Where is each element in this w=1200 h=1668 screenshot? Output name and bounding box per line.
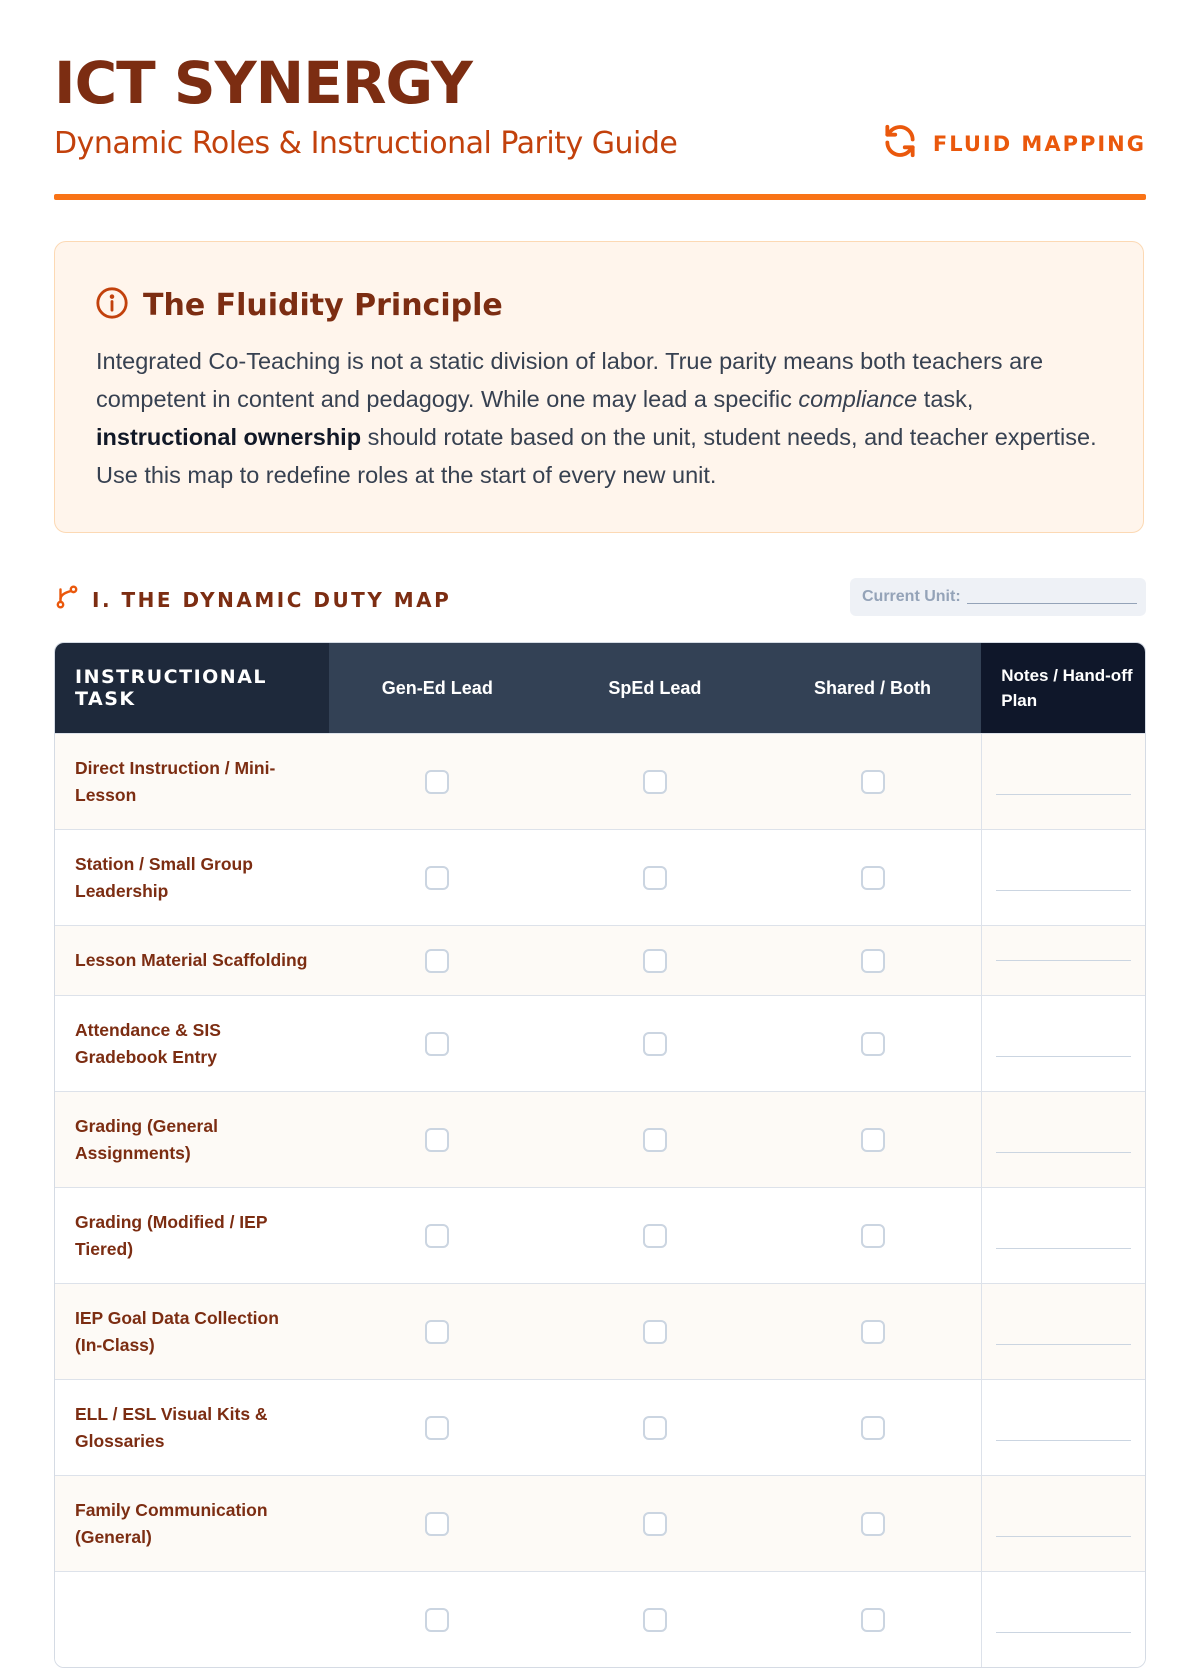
sped-lead-checkbox[interactable] [643,1224,667,1248]
cell-gen-ed-lead [329,1380,547,1475]
current-unit-label: Current Unit: [862,588,961,605]
notes-cell[interactable] [981,830,1145,925]
cell-shared-both [764,996,982,1091]
notes-cell[interactable] [981,996,1145,1091]
notes-cell[interactable] [981,926,1145,995]
cell-gen-ed-lead [329,1188,547,1283]
table-row [55,1091,1145,1187]
gen-ed-lead-checkbox[interactable] [425,1608,449,1632]
cell-sped-lead [546,1188,764,1283]
cell-shared-both [764,1284,982,1379]
notes-line [996,1536,1131,1537]
gen-ed-lead-checkbox[interactable] [425,1320,449,1344]
task-label: ELL / ESL Visual Kits & Glossaries [75,1403,268,1451]
info-icon [95,286,129,325]
branch-icon [54,584,80,615]
task-label: Station / Small Group Leadership [75,853,253,901]
table-row [55,1379,1145,1475]
sped-lead-checkbox[interactable] [643,1416,667,1440]
cell-shared-both [764,926,982,995]
callout-header [95,286,503,325]
shared-both-checkbox[interactable] [861,1224,885,1248]
cell-gen-ed-lead [329,926,547,995]
sped-lead-checkbox[interactable] [643,1128,667,1152]
sped-lead-checkbox[interactable] [643,1512,667,1536]
table-header-row [55,643,1145,733]
cell-sped-lead [546,1284,764,1379]
task-label: Grading (General Assignments) [75,1115,218,1163]
callout-text-2: task, [917,386,974,412]
notes-line [996,960,1131,961]
cell-gen-ed-lead [329,830,547,925]
gen-ed-lead-checkbox[interactable] [425,1032,449,1056]
duty-map-table [54,642,1146,1668]
sped-lead-checkbox[interactable] [643,1320,667,1344]
fluid-mapping-badge [881,122,1146,165]
cell-sped-lead [546,1380,764,1475]
shared-both-checkbox[interactable] [861,1032,885,1056]
shared-both-checkbox[interactable] [861,1512,885,1536]
notes-cell[interactable] [981,1188,1145,1283]
task-label: Grading (Modified / IEP Tiered) [75,1211,268,1259]
sped-lead-checkbox[interactable] [643,1032,667,1056]
cell-shared-both [764,734,982,829]
notes-line [996,890,1131,891]
table-row [55,733,1145,829]
page-header [54,0,1146,200]
notes-cell[interactable] [981,1092,1145,1187]
table-row [55,1475,1145,1571]
refresh-icon [881,122,919,165]
current-unit-field[interactable] [850,578,1146,616]
sped-lead-checkbox[interactable] [643,866,667,890]
page [54,0,1146,1547]
task-label: Family Communication (General) [75,1499,268,1547]
notes-line [996,1632,1131,1633]
task-label: Direct Instruction / Mini-Lesson [75,757,276,805]
page-title: ICT SYNERGY [54,49,472,117]
cell-gen-ed-lead [329,1284,547,1379]
table-row [55,925,1145,995]
cell-gen-ed-lead [329,1476,547,1571]
notes-cell[interactable] [981,1380,1145,1475]
shared-both-checkbox[interactable] [861,866,885,890]
gen-ed-lead-checkbox[interactable] [425,1224,449,1248]
notes-line [996,1248,1131,1249]
gen-ed-lead-checkbox[interactable] [425,1512,449,1536]
callout-title: The Fluidity Principle [143,288,503,323]
sped-lead-checkbox[interactable] [643,770,667,794]
gen-ed-lead-checkbox[interactable] [425,1416,449,1440]
shared-both-checkbox[interactable] [861,1128,885,1152]
cell-sped-lead [546,734,764,829]
table-row [55,829,1145,925]
cell-gen-ed-lead [329,734,547,829]
callout-emphasis: compliance [798,386,918,412]
task-label: Attendance & SIS Gradebook Entry [75,1019,221,1067]
cell-sped-lead [546,1572,764,1667]
header-sped-lead: SpEd Lead [546,643,764,733]
notes-line [996,1440,1131,1441]
gen-ed-lead-checkbox[interactable] [425,1128,449,1152]
cell-sped-lead [546,1476,764,1571]
notes-line [996,1056,1131,1057]
table-body [55,733,1145,1667]
cell-sped-lead [546,830,764,925]
table-row [55,1283,1145,1379]
table-row [55,995,1145,1091]
task-label [55,1572,329,1667]
notes-line [996,1152,1131,1153]
header-task: INSTRUCTIONAL TASK [55,643,329,733]
notes-cell[interactable] [981,1476,1145,1571]
callout-strong: instructional ownership [96,424,362,450]
notes-line [996,1344,1131,1345]
callout-body [96,342,1106,494]
fluidity-principle-callout [54,241,1144,533]
gen-ed-lead-checkbox[interactable] [425,866,449,890]
section-title: I. THE DYNAMIC DUTY MAP [92,587,452,612]
gen-ed-lead-checkbox[interactable] [425,770,449,794]
shared-both-checkbox[interactable] [861,949,885,973]
callout-text-1: Integrated Co-Teaching is not a static division of labor. True parity means both teachers are competent in content and pedagogy. While one may lead a specific [96,348,1044,412]
header-shared-both: Shared / Both [764,643,982,733]
cell-shared-both [764,1092,982,1187]
current-unit-line [967,603,1137,604]
shared-both-checkbox[interactable] [861,1320,885,1344]
cell-shared-both [764,1572,982,1667]
notes-cell[interactable] [981,1284,1145,1379]
sped-lead-checkbox[interactable] [643,1608,667,1632]
duty-map-section-header [54,578,1146,618]
section-title-group [54,584,451,615]
header-notes: Notes / Hand-off Plan [981,643,1145,733]
header-divider [54,194,1146,200]
cell-sped-lead [546,1092,764,1187]
badge-label: FLUID MAPPING [932,131,1146,156]
table-row [55,1571,1145,1667]
cell-shared-both [764,1188,982,1283]
cell-gen-ed-lead [329,996,547,1091]
header-gen-ed-lead: Gen-Ed Lead [329,643,547,733]
notes-cell[interactable] [981,734,1145,829]
shared-both-checkbox[interactable] [861,770,885,794]
notes-cell[interactable] [981,1572,1145,1667]
gen-ed-lead-checkbox[interactable] [425,949,449,973]
shared-both-checkbox[interactable] [861,1416,885,1440]
cell-shared-both [764,1476,982,1571]
cell-shared-both [764,830,982,925]
table-row [55,1187,1145,1283]
page-subtitle: Dynamic Roles & Instructional Parity Guide [54,126,678,161]
task-label: Lesson Material Scaffolding [75,950,308,970]
cell-sped-lead [546,926,764,995]
task-label: IEP Goal Data Collection (In-Class) [75,1307,279,1355]
cell-shared-both [764,1380,982,1475]
cell-sped-lead [546,996,764,1091]
shared-both-checkbox[interactable] [861,1608,885,1632]
notes-line [996,794,1131,795]
cell-gen-ed-lead [329,1092,547,1187]
sped-lead-checkbox[interactable] [643,949,667,973]
callout-text-3: should rotate based on the unit, student needs, and teacher expertise. Use this map to redefine roles at the start of every new unit. [96,424,1097,488]
cell-gen-ed-lead [329,1572,547,1667]
